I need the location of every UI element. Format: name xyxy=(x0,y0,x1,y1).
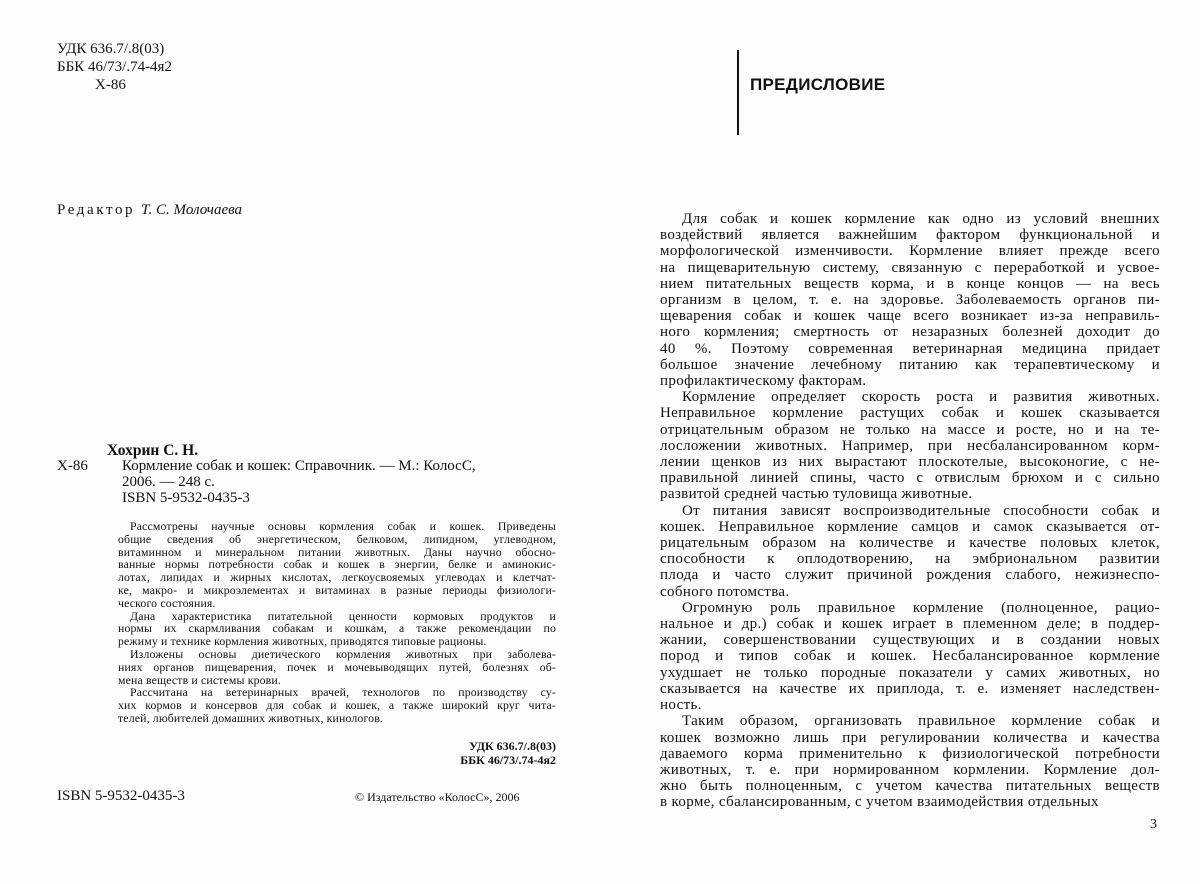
bbk-code: ББК 46/73/.74-4я2 xyxy=(57,59,172,75)
bib-imprint-line: 2006. — 248 с. xyxy=(122,474,215,490)
preface-line: ного кормления; смертность от незаразных болезней доходит до xyxy=(660,324,1160,341)
preface-line: кошек. Неправильное кормление самцов и самок сказывается от- xyxy=(660,518,1160,535)
bib-description xyxy=(122,458,476,506)
annotation-line: телей, любителей домашних животных, кинологов. xyxy=(118,710,384,725)
footer-classification xyxy=(118,739,556,767)
preface-line: нием питательных веществ корма, и в конце концов — на весь xyxy=(660,275,1160,292)
preface-line: Неправильное кормление растущих собак и кошек сказывается xyxy=(660,405,1160,422)
preface-line: организм в целом, т. е. на здоровье. Заболеваемость органов пи- xyxy=(660,292,1160,309)
preface-line: От питания зависят воспроизводительные способности собак и xyxy=(682,502,1160,519)
bib-author: Хохрин С. Н. xyxy=(107,442,199,459)
bib-author-mark: Х-86 xyxy=(57,458,88,474)
preface-line: Кормление определяет скорость роста и развития животных. xyxy=(682,389,1160,406)
annotation-line: ванные нормы потребности собак и кошек в энергии, белке и аминокис- xyxy=(118,557,556,572)
preface-paragraph xyxy=(660,503,1160,600)
preface-line: жании, совершенствовании существующих и в создании новых xyxy=(660,632,1160,649)
preface-line: на пищеварительную систему, связанную с переработкой и усвое- xyxy=(660,259,1160,276)
annotation-paragraph xyxy=(118,686,556,724)
preface-line: воздействий является важнейшим фактором функциональной и xyxy=(660,227,1160,244)
bib-title-line: Кормление собак и кошек: Справочник. — М.: КолосС, xyxy=(122,458,476,474)
annotation-line: Рассмотрены научные основы кормления собак и кошек. Приведены xyxy=(130,519,556,533)
preface-line: правильной линией спины, часто с отвислым брюхом и с сильно xyxy=(660,470,1160,487)
preface-line: животных, т. е. при нормированном кормлении. Кормление дол- xyxy=(660,761,1160,778)
annotation-line: витаминном и минеральном питании животных. Даны научно обосно- xyxy=(118,544,556,559)
preface-line: лосложении животных. Например, при несбалансированном корм- xyxy=(660,437,1160,454)
preface-line: ность. xyxy=(660,697,702,714)
preface-paragraph xyxy=(660,211,1160,389)
heading-rule xyxy=(737,50,739,135)
preface-line: отрицательным образом не только на массе и росте, но и на те- xyxy=(660,421,1160,438)
footer-bbk: ББК 46/73/.74-4я2 xyxy=(460,753,556,767)
preface-line: ухудшает не только породные показатели у самих животных, но xyxy=(660,664,1160,681)
annotation-line: режиму и технике кормления животных, приводятся типовые рационы. xyxy=(118,634,487,649)
preface-line: плода и часто служит причиной рождения слабого, нежизнеспо- xyxy=(660,567,1160,584)
annotation-line: ческого состояния. xyxy=(118,595,216,610)
editor-label: Редактор xyxy=(57,202,136,218)
annotation-line: лотах, липидах и жирных кислотах, легкоусвояемых углеводах и клетчат- xyxy=(118,570,556,585)
section-heading: ПРЕДИСЛОВИЕ xyxy=(750,75,886,94)
bib-isbn: ISBN 5-9532-0435-3 xyxy=(122,490,250,506)
annotation-line: ке, макро- и микроэлементах и витаминах в разные периоды физиологи- xyxy=(118,582,556,597)
annotation-paragraph xyxy=(118,648,556,686)
annotation-line: хих кормов и консервов для собак и кошек, а также широкий круг чита- xyxy=(118,698,556,713)
preface-paragraph xyxy=(660,389,1160,502)
annotation-paragraph xyxy=(118,520,556,610)
preface-line: даваемого корма применительно к физиологической потребности xyxy=(660,745,1160,762)
annotation-line: Дана характеристика питательной ценности кормовых продуктов и xyxy=(130,608,556,623)
preface-line: пород и типов собак и кошек. Несбалансированное кормление xyxy=(660,648,1160,665)
editor-credit xyxy=(57,201,242,219)
annotation-line: общие сведения об энергетическом, белковом, липидном, углеводном, xyxy=(118,531,556,546)
preface-line: кошек возможно лишь при регулировании количества и качества xyxy=(660,729,1160,746)
classification-block xyxy=(57,40,172,94)
copyright: © Издательство «КолосС», 2006 xyxy=(355,790,520,804)
preface-line: щеварения собак и кошек чаще всего возникает из-за неправиль- xyxy=(660,308,1160,325)
annotation-line: Рассчитана на ветеринарных врачей, технологов по производству су- xyxy=(130,685,556,700)
preface-line: Огромную роль правильное кормление (полноценное, рацио- xyxy=(682,599,1160,616)
preface-line: профилактическому факторам. xyxy=(660,373,867,390)
preface-body xyxy=(660,211,1160,811)
preface-line: Для собак и кошек кормление как одно из условий внешних xyxy=(682,211,1160,227)
annotation-block xyxy=(118,520,556,725)
preface-line: нальное и др.) собак и кошек играет в племенном деле; в поддер- xyxy=(660,616,1160,633)
annotation-line: ниях органов пищеварения, почек и мочевыводящих путей, болезнях об- xyxy=(118,659,556,674)
preface-line: Таким образом, организовать правильное кормление собак и xyxy=(682,713,1160,730)
preface-line: в корме, сбалансированным, с учетом взаимодействия отдельных xyxy=(660,794,1099,811)
preface-line: большое значение лечебному питанию как терапевтическому и xyxy=(660,356,1160,373)
udk-code: УДК 636.7/.8(03) xyxy=(57,41,165,57)
annotation-line: мена веществ и системы крови. xyxy=(118,672,281,687)
preface-line: жно быть полноценным, с учетом качества питательных веществ xyxy=(660,778,1160,795)
annotation-paragraph xyxy=(118,610,556,648)
isbn: ISBN 5-9532-0435-3 xyxy=(57,788,185,804)
preface-line: лении щенков из них вырастают плоскотелые, высоконогие, с не- xyxy=(660,454,1160,471)
annotation-line: нормы их скармливания собакам и кошкам, а также рекомендации по xyxy=(118,621,556,636)
preface-line: развитой средней частью туловища животные. xyxy=(660,486,973,503)
preface-line: 40 %. Поэтому современная ветеринарная медицина придает xyxy=(660,340,1160,357)
preface-line: способности к оплодотворению, на эмбриональном развитии xyxy=(660,551,1160,568)
preface-line: собного потомства. xyxy=(660,583,790,600)
preface-line: рицательным образом на количестве и качестве половых клеток, xyxy=(660,535,1160,552)
preface-paragraph xyxy=(660,713,1160,810)
preface-line: сказывается на качестве их приплода, т. е. изменяет наследствен- xyxy=(660,680,1160,697)
preface-paragraph xyxy=(660,600,1160,713)
page-number: 3 xyxy=(1150,817,1157,832)
editor-name: Т. С. Молочаева xyxy=(141,202,243,218)
author-mark: Х-86 xyxy=(95,77,126,93)
footer-udk: УДК 636.7/.8(03) xyxy=(469,739,556,753)
annotation-line: Изложены основы диетического кормления животных при заболева- xyxy=(130,646,556,661)
preface-line: морфологической изменчивости. Кормление влияет прежде всего xyxy=(660,243,1160,260)
